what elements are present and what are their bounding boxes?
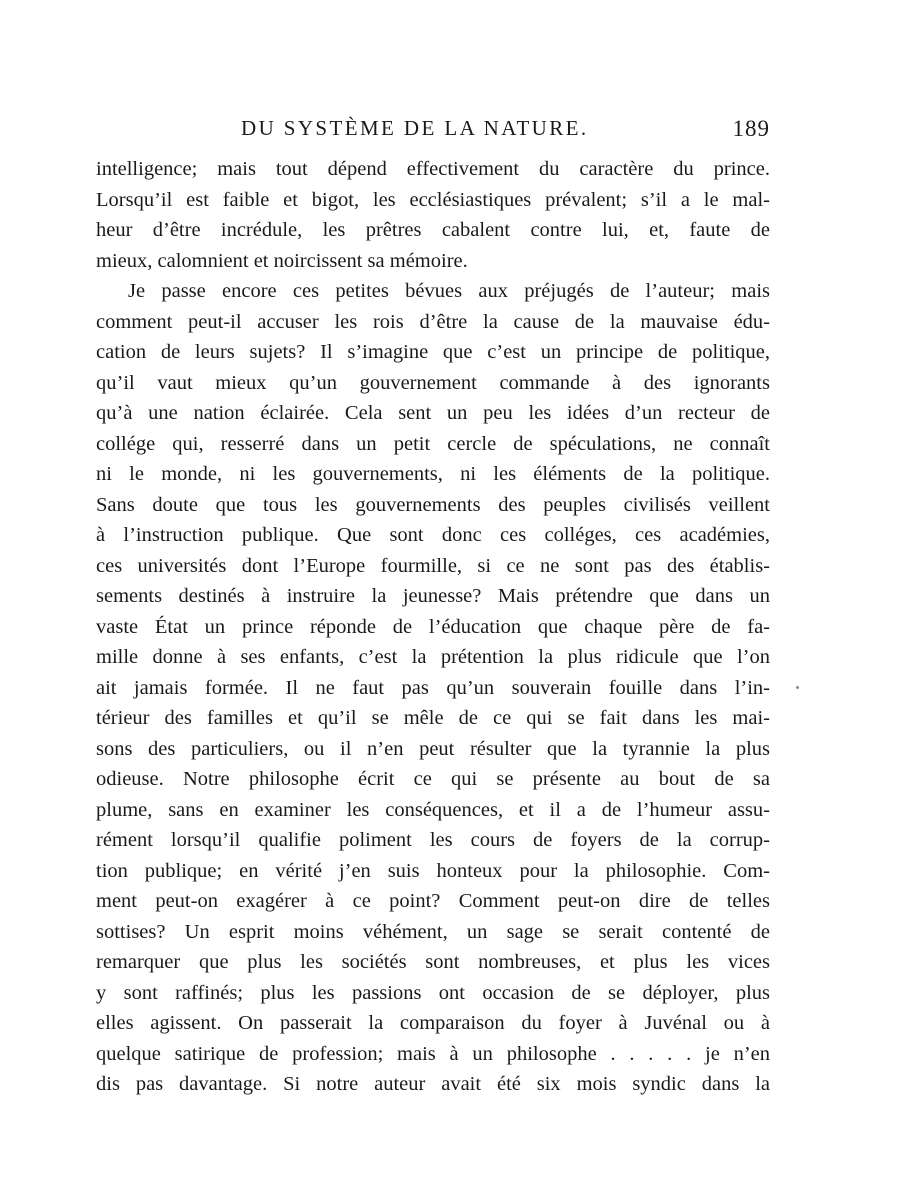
margin-speck — [796, 686, 799, 689]
text-line: Sans doute que tous les gouvernements des peuples civilisés veillent — [96, 493, 770, 516]
text-line: mille donne à ses enfants, c’est la prétention la plus ridicule que l’on — [96, 646, 770, 668]
text-line: ment peut-on exagérer à ce point? Comment peut-on dire de telles — [96, 890, 770, 912]
running-head — [96, 116, 770, 148]
text-line: odieuse. Notre philosophe écrit ce qui se présente au bout de sa — [96, 768, 770, 790]
text-line: collége qui, resserré dans un petit cercle de spéculations, ne connaît — [96, 432, 770, 455]
text-line: plume, sans en examiner les conséquences, et il a de l’humeur assu- — [96, 798, 770, 821]
text-line: ni le monde, ni les gouvernements, ni les éléments de la politique. — [96, 463, 770, 485]
text-line: y sont raffinés; plus les passions ont occasion de se déployer, plus — [96, 981, 770, 1004]
text-line: Je passe encore ces petites bévues aux préjugés de l’auteur; mais — [128, 280, 770, 302]
text-line: mieux, calomnient et noircissent sa mémoire. — [96, 249, 468, 272]
text-line: sons des particuliers, ou il n’en peut résulter que la tyrannie la plus — [96, 737, 770, 760]
running-title: DU SYSTÈME DE LA NATURE. — [241, 116, 589, 140]
text-line: intelligence; mais tout dépend effectivement du caractère du prince. — [96, 158, 770, 180]
text-line: qu’il vaut mieux qu’un gouvernement commande à des ignorants — [96, 371, 770, 394]
text-line: cation de leurs sujets? Il s’imagine que c’est un principe de politique, — [96, 341, 770, 363]
text-line: rément lorsqu’il qualifie poliment les cours de foyers de la corrup- — [96, 829, 770, 851]
text-line: ait jamais formée. Il ne faut pas qu’un souverain fouille dans l’in- — [96, 676, 770, 699]
text-line: sottises? Un esprit moins véhément, un sage se serait contenté de — [96, 920, 770, 943]
text-line: remarquer que plus les sociétés sont nombreuses, et plus les vices — [96, 951, 770, 973]
text-line: térieur des familles et qu’il se mêle de ce qui se fait dans les mai- — [96, 707, 770, 729]
text-line: tion publique; en vérité j’en suis honteux pour la philosophie. Com- — [96, 859, 770, 882]
text-line: elles agissent. On passerait la comparaison du foyer à Juvénal ou à — [96, 1012, 770, 1034]
page-number: 189 — [732, 116, 770, 141]
text-line: ces universités dont l’Europe fourmille, si ce ne sont pas des établis- — [96, 554, 770, 577]
text-line: Lorsqu’il est faible et bigot, les ecclésiastiques prévalent; s’il a le mal- — [96, 188, 770, 211]
body-text — [96, 154, 770, 1100]
text-line: dis pas davantage. Si notre auteur avait été six mois syndic dans la — [96, 1073, 770, 1095]
text-line: comment peut-il accuser les rois d’être la cause de la mauvaise édu- — [96, 310, 770, 333]
text-line: heur d’être incrédule, les prêtres cabalent contre lui, et, faute de — [96, 219, 770, 241]
text-line: qu’à une nation éclairée. Cela sent un peu les idées d’un recteur de — [96, 402, 770, 424]
text-line: vaste État un prince réponde de l’éducation que chaque père de fa- — [96, 615, 770, 638]
text-line: à l’instruction publique. Que sont donc ces colléges, ces académies, — [96, 524, 770, 546]
text-line: sements destinés à instruire la jeunesse? Mais prétendre que dans un — [96, 585, 770, 607]
text-line: quelque satirique de profession; mais à un philosophe . . . . . je n’en — [96, 1042, 770, 1065]
